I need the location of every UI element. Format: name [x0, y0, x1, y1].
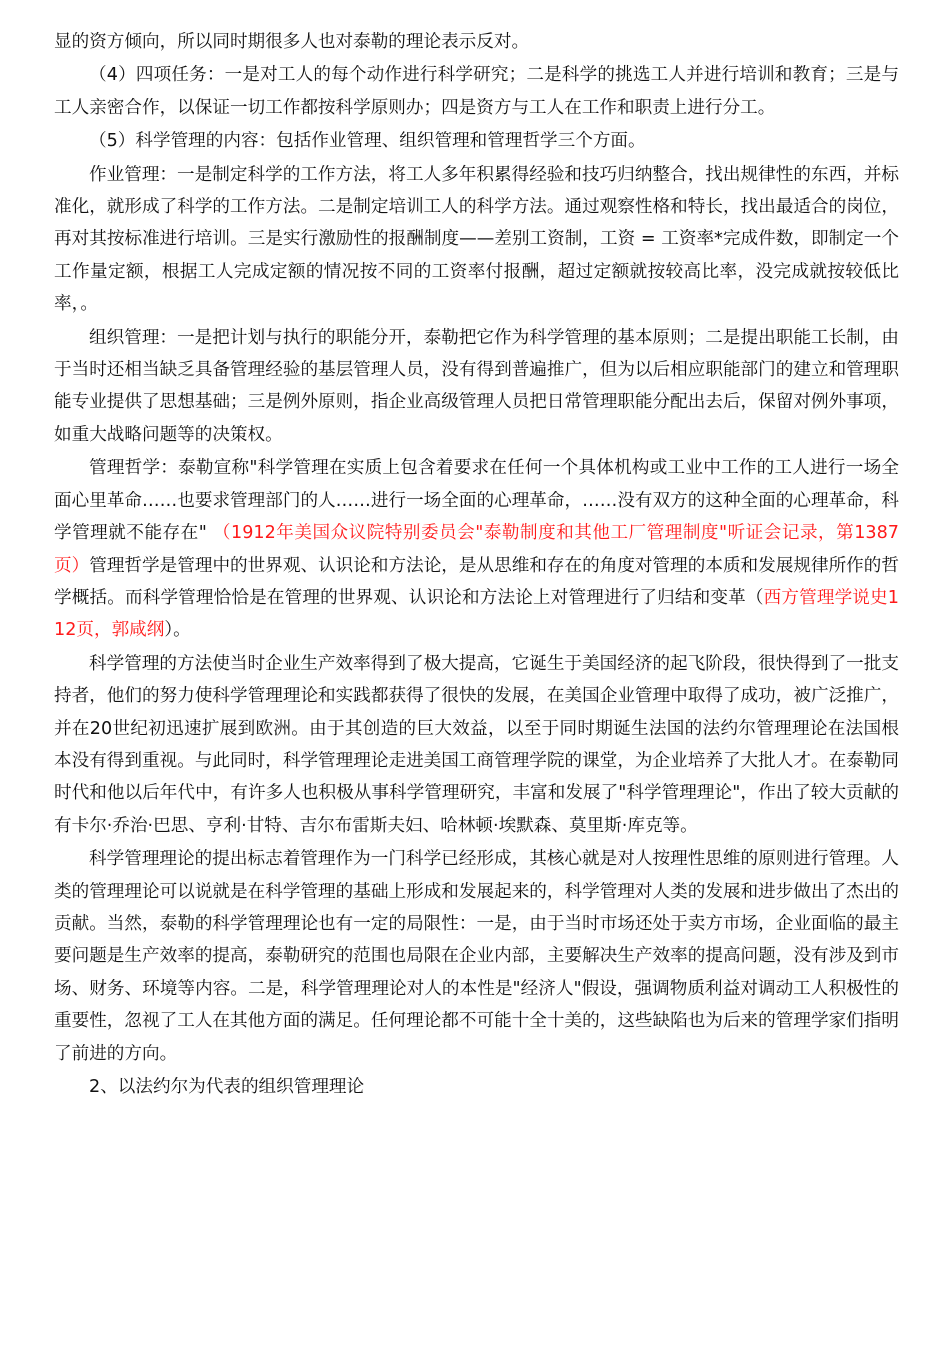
paragraph-text: 科学管理的方法使当时企业生产效率得到了极大提高，它诞生于美国经济的起飞阶段，很快得到了一批支持者，他们的努力使科学管理理论和实践都获得了很快的发展，在美国企业管理中取得了成功，被广泛推广，并在20世纪初迅速扩展到欧洲。由于其创造的巨大效益，以至于同时期诞生法国的法约尔管理理论在法国根本没有得到重视。与此同时，科学管理理论走进美国工商管理学院的课堂，为企业培养了大批人才。在泰勒同时代和他以后年代中，有许多人也积极从事科学管理研究，丰富和发展了"科学管理理论"，作出了较大贡献的有卡尔·乔治·巴思、亨利·甘特、吉尔布雷斯夫妇、哈林顿·埃默森、莫里斯·库克等。: [54, 653, 899, 836]
paragraph-text: 科学管理理论的提出标志着管理作为一门科学已经形成，其核心就是对人按理性思维的原则进行管理。人类的管理理论可以说就是在科学管理的基础上形成和发展起来的，科学管理对人类的发展和进步做出了杰出的贡献。当然，泰勒的科学管理理论也有一定的局限性：一是，由于当时市场还处于卖方市场，企业面临的最主要问题是生产效率的提高，泰勒研究的范围也局限在企业内部，主要解决生产效率的提高问题，没有涉及到市场、财务、环境等内容。二是，科学管理理论对人的本性是"经济人"假设，强调物质利益对调动工人积极性的重要性，忽视了工人在其他方面的满足。任何理论都不可能十全十美的，这些缺陷也为后来的管理学家们指明了前进的方向。: [54, 849, 899, 1064]
paragraph-text: （4）四项任务：一是对工人的每个动作进行科学研究；二是科学的挑选工人并进行培训和教育；三是与工人亲密合作，以保证一切工作都按科学原则办；四是资方与工人在工作和职责上进行分工。: [54, 65, 899, 118]
paragraph-text: 显的资方倾向，所以同时期很多人也对泰勒的理论表示反对。: [54, 32, 530, 52]
citation-text: 西方管理学说史112页，郭咸纲: [54, 587, 899, 641]
citation-text: （1912年美国众议院特别委员会"泰勒制度和其他工厂管理制度"听证会记录，第1387页）: [54, 523, 899, 576]
document-page: [54, 26, 899, 1104]
body-paragraph: [54, 159, 899, 321]
body-paragraph: [54, 59, 899, 124]
paragraph-text: 管理哲学是管理中的世界观、认识论和方法论，是从思维和存在的角度对管理的本质和发展规律所作的哲学概括。而科学管理恰恰是在管理的世界观、认识论和方法论上对管理进行了归结和变革（: [54, 555, 899, 608]
body-paragraph: [54, 648, 899, 842]
paragraph-text: 组织管理：一是把计划与执行的职能分开，泰勒把它作为科学管理的基本原则；二是提出职能工长制，由于当时还相当缺乏具备管理经验的基层管理人员，没有得到普遍推广，但为以后相应职能部门的建立和管理职能专业提供了思想基础；三是例外原则，指企业高级管理人员把日常管理职能分配出去后，保留对例外事项，如重大战略问题等的决策权。: [54, 327, 899, 445]
paragraph-text: （5）科学管理的内容：包括作业管理、组织管理和管理哲学三个方面。: [89, 131, 646, 152]
body-paragraph: [54, 452, 899, 646]
body-paragraph: [54, 322, 899, 452]
paragraph-text: ）。: [164, 620, 191, 641]
paragraph-text: 作业管理：一是制定科学的工作方法，将工人多年积累得经验和技巧归纳整合，找出规律性的东西，并标准化，就形成了科学的工作方法。二是制定培训工人的科学方法。通过观察性格和特长，找出最适合的岗位，再对其按标准进行培训。三是实行激励性的报酬制度——差别工资制，工资 = 工资率*完成件数，即制定一个工作量定额，根据工人完成定额的情况按不同的工资率付报酬，超过定额就按较高比率，没完成就按较低比率，。: [54, 164, 899, 315]
paragraph-text: 2、以法约尔为代表的组织管理理论: [89, 1077, 365, 1097]
body-paragraph: [54, 1071, 899, 1103]
body-paragraph: [54, 125, 899, 157]
paragraph-text: 管理哲学：泰勒宣称"科学管理在实质上包含着要求在任何一个具体机构或工业中工作的工人进行一场全面心里革命……也要求管理部门的人……进行一场全面的心理革命，……没有双方的这种全面的心理革命，科学管理就不能存在": [54, 458, 899, 544]
body-paragraph: [54, 26, 899, 58]
body-paragraph: [54, 843, 899, 1070]
